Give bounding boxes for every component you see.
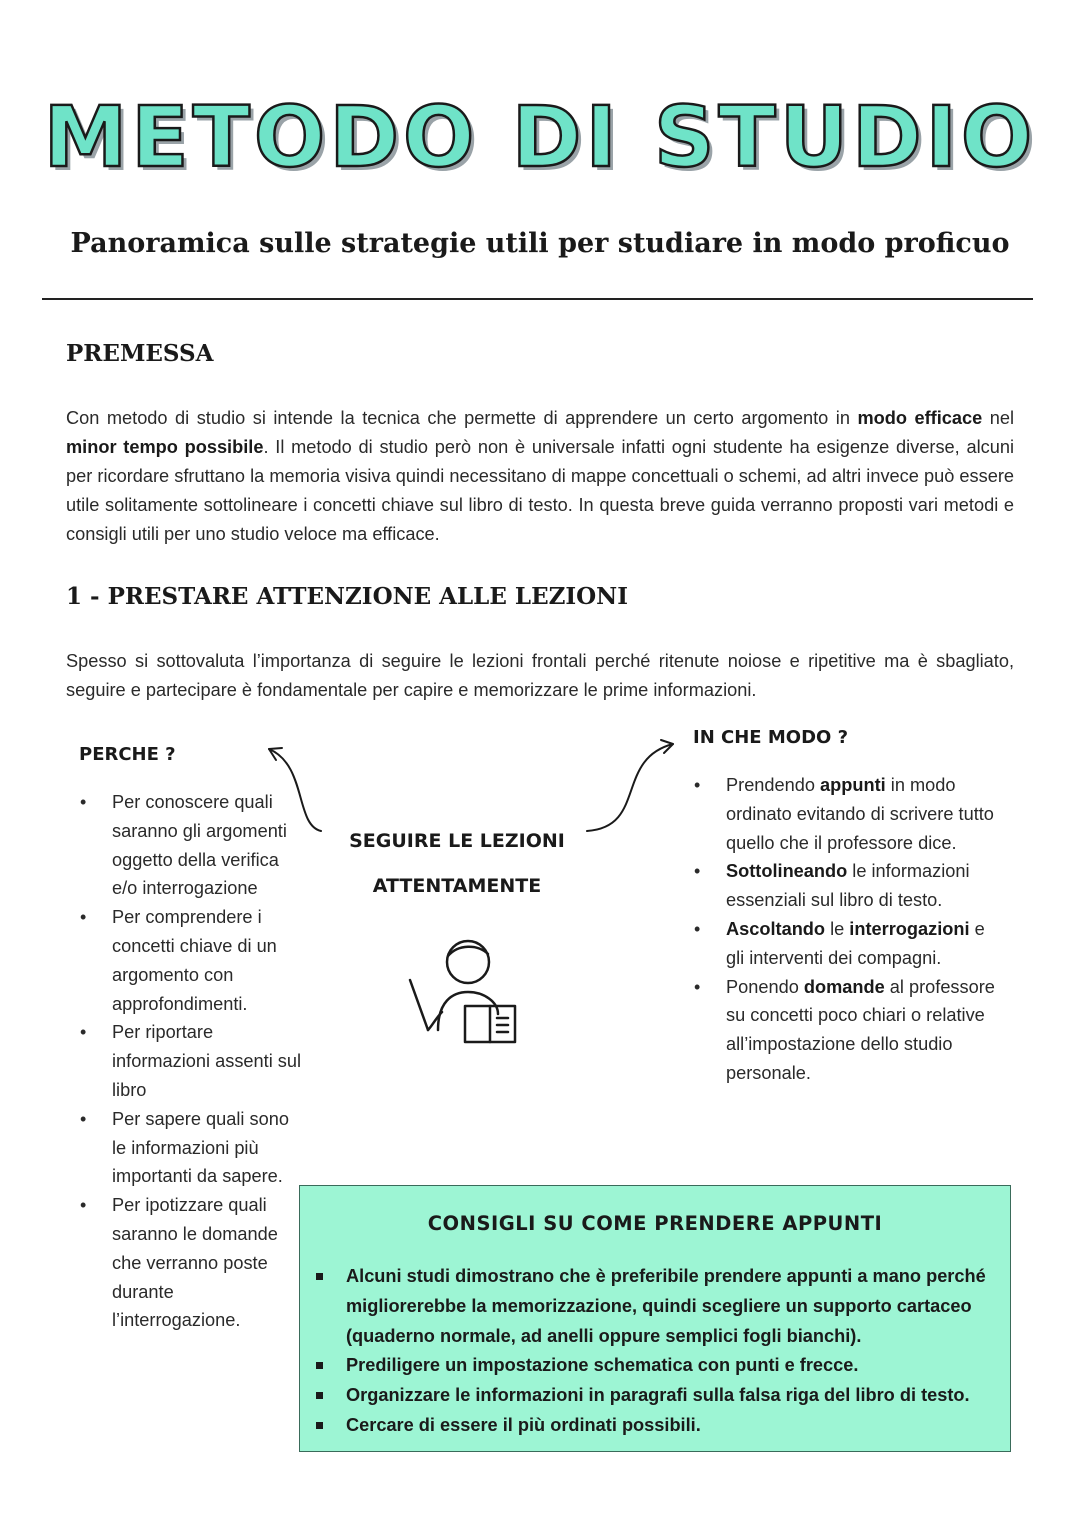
list-item: • Per riportare informazioni assenti sul libro [66,1018,306,1104]
section1-heading: 1 - PRESTARE ATTENZIONE ALLE LEZIONI [66,583,628,610]
curved-arrows [255,735,695,845]
right-arrow-icon [587,740,673,831]
bullet-dot: • [80,1195,87,1216]
square-bullet-icon [316,1362,323,1369]
page-subtitle: Panoramica sulle strategie utili per studiare in modo proficuo [70,228,1010,259]
come-list [680,771,1002,1088]
bullet-dot: • [80,1108,87,1129]
bullet-dot: • [694,775,701,795]
come-heading: IN CHE MODO ? [693,727,849,748]
list-item: Cercare di essere il più ordinati possibili. [314,1411,1004,1441]
list-item: • Per comprendere i concetti chiave di un argomento con approfondimenti. [66,903,306,1018]
perche-list [66,788,306,1335]
section1-paragraph: Spesso si sottovaluta l’importanza di seguire le lezioni frontali perché ritenute noiose e ripetitive ma è sbagliato, seguire e partecipare è fondamentale per capire e memorizzare le prime informazioni. [66,651,1014,700]
tips-list [314,1262,1004,1441]
list-item: • Per sapere quali sono le informazioni più importanti da sapere. [66,1105,306,1191]
bullet-dot: • [694,861,701,882]
list-item: • Ascoltando le interrogazioni e gli interventi dei compagni. [680,915,1002,973]
bullet-dot: • [80,1022,87,1043]
square-bullet-icon [316,1392,323,1399]
list-item: • Per ipotizzare quali saranno le domande che verranno poste durante l’interrogazione. [66,1191,306,1335]
bullet-dot: • [80,907,87,928]
list-item: Alcuni studi dimostrano che è preferibile prendere appunti a mano perché migliorerebbe la memorizzazione, quindi scegliere un supporto cartaceo (quaderno normale, ad anelli oppure semplici fogli bianchi). [314,1262,1004,1351]
bullet-dot: • [80,792,87,812]
bullet-dot: • [694,918,701,939]
tips-heading: CONSIGLI SU COME PRENDERE APPUNTI [427,1212,883,1235]
square-bullet-icon [316,1422,323,1429]
page-title: METODO DI STUDIO [43,88,1037,186]
left-arrow-icon [269,748,321,831]
list-item: • Ponendo domande al professore su concetti poco chiari o relative all’impostazione dello studio personale. [680,973,1002,1088]
tips-box [299,1185,1011,1452]
square-bullet-icon [316,1273,323,1280]
premessa-paragraph: Con metodo di studio si intende la tecnica che permette di apprendere un certo argomento in modo efficace nel minor tempo possibile. Il metodo di studio però non è universale infatti ogni studente ha esigenze diverse, alcuni per ricordare sfruttano la memoria visiva quindi necessitano di mappe concettuali o schemi, ad altri invece può essere utile solitamente sottolineare i concetti chiave sul libro di testo. In questa breve guida verranno proposti vari metodi e consigli utili per uno studio veloce ma efficace. [66,408,1014,544]
premessa-heading: PREMESSA [66,340,214,367]
center-label-line2: ATTENTAMENTE [372,875,542,897]
perche-heading: PERCHE ? [79,744,176,765]
list-item: Prediligere un impostazione schematica con punti e frecce. [314,1351,1004,1381]
teacher-icon [398,930,523,1048]
list-item: • Prendendo appunti in modo ordinato evitando di scrivere tutto quello che il professore dice. [680,771,1002,857]
header-divider [42,298,1033,300]
list-item: • Sottolineando le informazioni essenziali sul libro di testo. [680,857,1002,915]
list-item: Organizzare le informazioni in paragrafi sulla falsa riga del libro di testo. [314,1381,1004,1411]
bullet-dot: • [694,976,701,997]
list-item: • Per conoscere quali saranno gli argomenti oggetto della verifica e/o interrogazione [66,788,306,903]
center-label-line1: SEGUIRE LE LEZIONI [349,830,565,852]
